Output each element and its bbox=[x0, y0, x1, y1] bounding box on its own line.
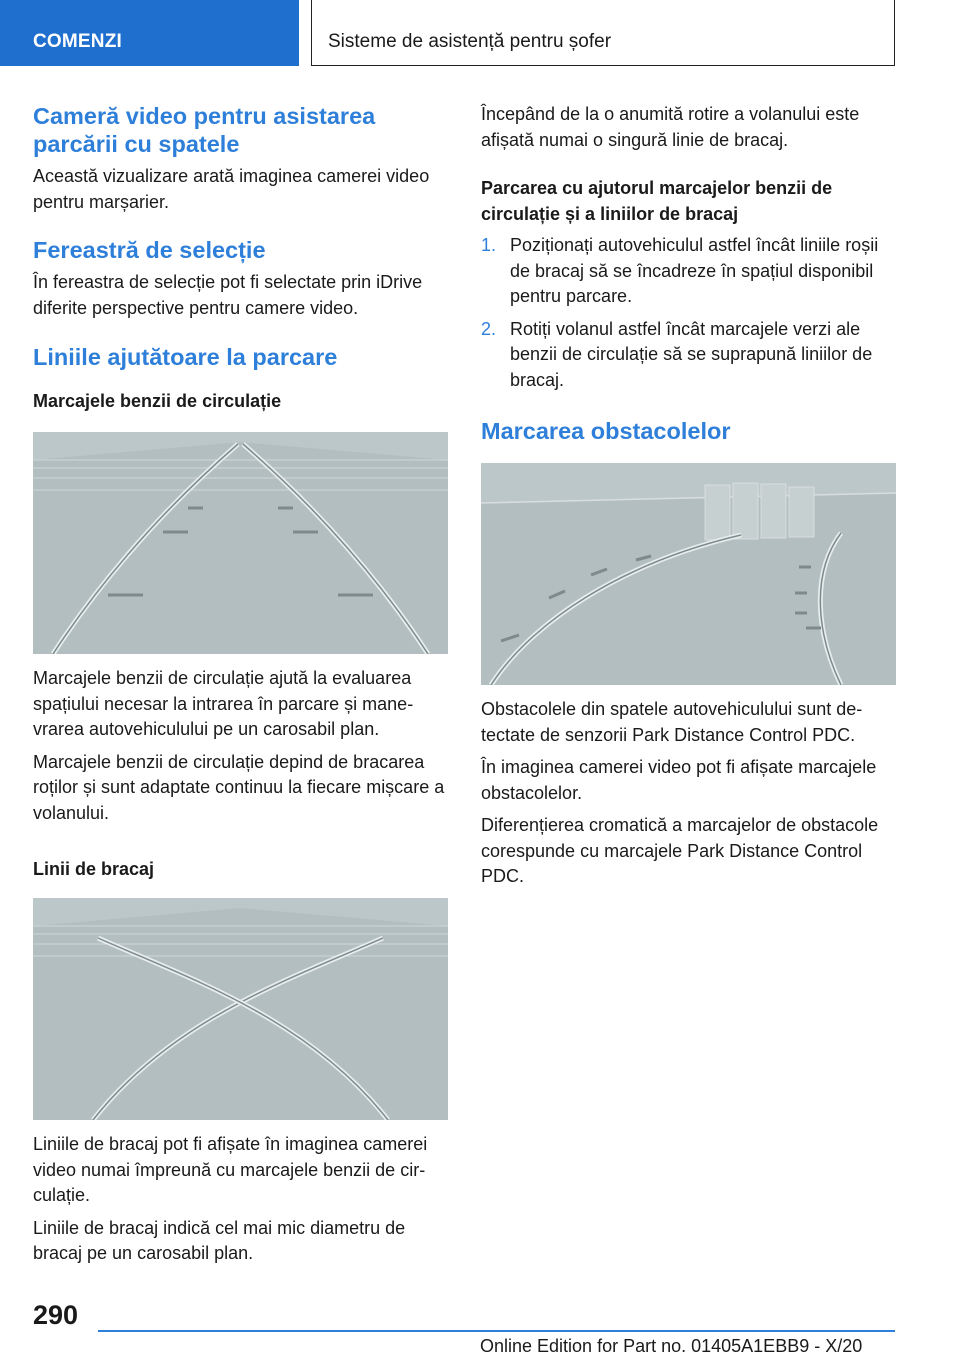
paragraph-obstacole-2: În imaginea camerei video pot fi afișate marcajele obstacolelor. bbox=[481, 757, 877, 803]
lane-markings-figure bbox=[33, 432, 448, 654]
paragraph-bracaj-1: Liniile de bracaj pot fi afișate în imaginea camerei video numai împreună cu marcajele benzii de circulație. bbox=[33, 1134, 428, 1205]
turning-lines-illustration bbox=[33, 898, 448, 1120]
chapter-title: Sisteme de asistență pentru șofer bbox=[328, 31, 612, 52]
page-number: 290 bbox=[33, 1300, 79, 1330]
footer-divider bbox=[98, 1330, 895, 1332]
right-column bbox=[481, 102, 896, 890]
steps-list bbox=[481, 233, 896, 393]
step-text: Rotiți volanul astfel încât marcajele verzi ale benzii de circulație să se suprapună liniilor de bracaj. bbox=[510, 318, 873, 390]
step-number: 1. bbox=[481, 235, 497, 255]
obstacle-markings-illustration bbox=[481, 463, 896, 685]
heading-marcajele: Marcajele benzii de circulație bbox=[33, 391, 282, 411]
heading-camera: Cameră video pentru asistarea parcării cu spatele bbox=[33, 103, 376, 157]
obstacle-markings-figure bbox=[481, 463, 896, 685]
paragraph-marcajele-1: Marcajele benzii de circulație ajută la evaluarea spațiului necesar la intrarea în parcare și manevrarea autovehiculului pe un carosabil plan. bbox=[33, 668, 414, 739]
step-text: Poziționați autovehiculul astfel încât liniile roșii de bracaj să se încadreze în spațiul disponibil pentru parcare. bbox=[510, 235, 879, 306]
heading-linii-bracaj: Linii de bracaj bbox=[33, 859, 155, 879]
paragraph-obstacole-3: Diferențierea cromatică a marcajelor de obstacole corespunde cu marcajele Park Distance Control PDC. bbox=[481, 815, 879, 886]
footer-edition: Online Edition for Part no. 01405A1EBB9 - X/20 bbox=[480, 1336, 863, 1356]
paragraph-fereastra: În fereastra de selecție pot fi selectate prin iDrive diferite perspective pentru camere video. bbox=[33, 272, 423, 318]
left-column bbox=[33, 102, 448, 1267]
turning-lines-figure bbox=[33, 898, 448, 1120]
heading-parcarea: Parcarea cu ajutorul marcajelor benzii de circulație și a liniilor de bracaj bbox=[481, 178, 833, 224]
paragraph-marcajele-2: Marcajele benzii de circulație depind de bracarea roților și sunt adaptate continuu la fiecare mișcare a volanului. bbox=[33, 751, 445, 823]
step-item bbox=[481, 233, 896, 310]
paragraph-bracaj-2: Liniile de bracaj indică cel mai mic diametru de bracaj pe un carosabil plan. bbox=[33, 1217, 406, 1263]
chapter-header bbox=[311, 0, 895, 66]
section-tab bbox=[0, 0, 299, 66]
heading-liniile: Liniile ajutătoare la parcare bbox=[33, 344, 338, 370]
paragraph-camera: Această vizualizare arată imaginea camerei video pentru marșarier. bbox=[33, 166, 430, 212]
lane-markings-illustration bbox=[33, 432, 448, 654]
section-title: COMENZI bbox=[33, 31, 123, 52]
paragraph-intro: Începând de la o anumită rotire a volanului este afișată numai o singură linie de bracaj. bbox=[481, 104, 860, 150]
heading-fereastra: Fereastră de selecție bbox=[33, 237, 266, 263]
step-number: 2. bbox=[481, 318, 497, 339]
paragraph-obstacole-1: Obstacolele din spatele autovehiculului sunt detectate de senzorii Park Distance Control PDC. bbox=[481, 699, 863, 745]
heading-obstacole: Marcarea obstacolelor bbox=[481, 418, 731, 444]
step-item bbox=[481, 317, 896, 394]
